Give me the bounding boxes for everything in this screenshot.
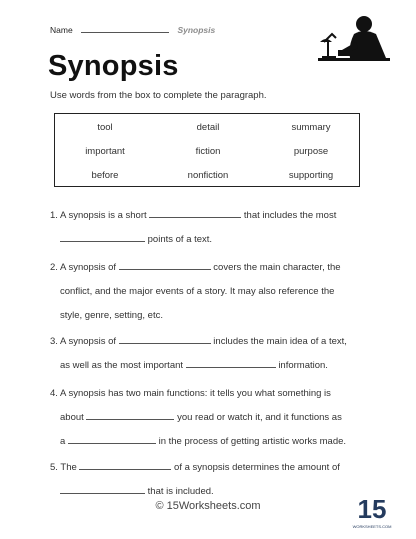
- word-bank-item: fiction: [195, 146, 221, 157]
- name-label: Name: [50, 25, 73, 35]
- answer-blank[interactable]: [60, 232, 145, 242]
- answer-blank[interactable]: [68, 434, 156, 444]
- question-text: that includes the most: [243, 210, 337, 221]
- name-row: [50, 24, 215, 35]
- word-bank-box: [54, 113, 360, 187]
- reading-person-illustration: [318, 12, 390, 62]
- question-4: [50, 382, 380, 454]
- word-bank-item: purpose: [293, 146, 329, 157]
- word-bank-item: before: [91, 170, 119, 181]
- question-text: 1. A synopsis is a short: [50, 210, 147, 221]
- question-2: [50, 256, 380, 328]
- question-text: you read or watch it, and it functions as: [177, 412, 342, 423]
- word-bank-item: supporting: [288, 170, 334, 181]
- question-1: [50, 204, 380, 252]
- question-text: as well as the most important: [60, 360, 184, 371]
- question-text: covers the main character, the: [213, 262, 341, 273]
- question-text: of a synopsis determines the amount of: [174, 462, 340, 473]
- name-field[interactable]: [81, 24, 169, 33]
- answer-blank[interactable]: [119, 334, 211, 344]
- question-3: [50, 330, 380, 378]
- footer: © 15Worksheets.com: [155, 500, 261, 512]
- question-text: 2. A synopsis of: [50, 262, 117, 273]
- question-text: in the process of getting artistic works made.: [158, 436, 347, 447]
- subtitle: Synopsis: [177, 25, 216, 35]
- answer-blank[interactable]: [60, 484, 145, 494]
- page-title: Synopsis: [48, 50, 179, 82]
- word-bank-item: detail: [196, 122, 220, 133]
- question-text: that is included.: [147, 486, 214, 497]
- question-text: 4. A synopsis has two main functions: it tells you what something is: [50, 388, 331, 399]
- question-text: points of a text.: [147, 234, 213, 245]
- question-5: [50, 456, 380, 504]
- question-text: information.: [278, 360, 328, 371]
- question-text: includes the main idea of a text,: [213, 336, 347, 347]
- question-text: 3. A synopsis of: [50, 336, 117, 347]
- answer-blank[interactable]: [149, 208, 241, 218]
- word-bank-item: summary: [291, 122, 331, 133]
- answer-blank[interactable]: [119, 260, 211, 270]
- question-text: about: [60, 412, 84, 423]
- answer-blank[interactable]: [186, 358, 276, 368]
- worksheets-logo: [352, 492, 392, 532]
- word-bank-item: important: [85, 146, 125, 157]
- answer-blank[interactable]: [86, 410, 174, 420]
- word-bank-item: tool: [97, 122, 113, 133]
- word-bank-grid: [55, 114, 359, 186]
- question-text: 5. The: [50, 462, 77, 473]
- logo-subtext: WORKSHEETS.COM: [352, 524, 392, 529]
- word-bank-item: nonfiction: [187, 170, 229, 181]
- instructions: Use words from the box to complete the paragraph.: [50, 90, 267, 101]
- answer-blank[interactable]: [79, 460, 171, 470]
- logo-number: 15: [357, 494, 387, 524]
- question-text: a: [60, 436, 66, 447]
- question-text: style, genre, setting, etc.: [60, 310, 163, 321]
- question-text: conflict, and the major events of a story. It may also reference the: [60, 286, 335, 297]
